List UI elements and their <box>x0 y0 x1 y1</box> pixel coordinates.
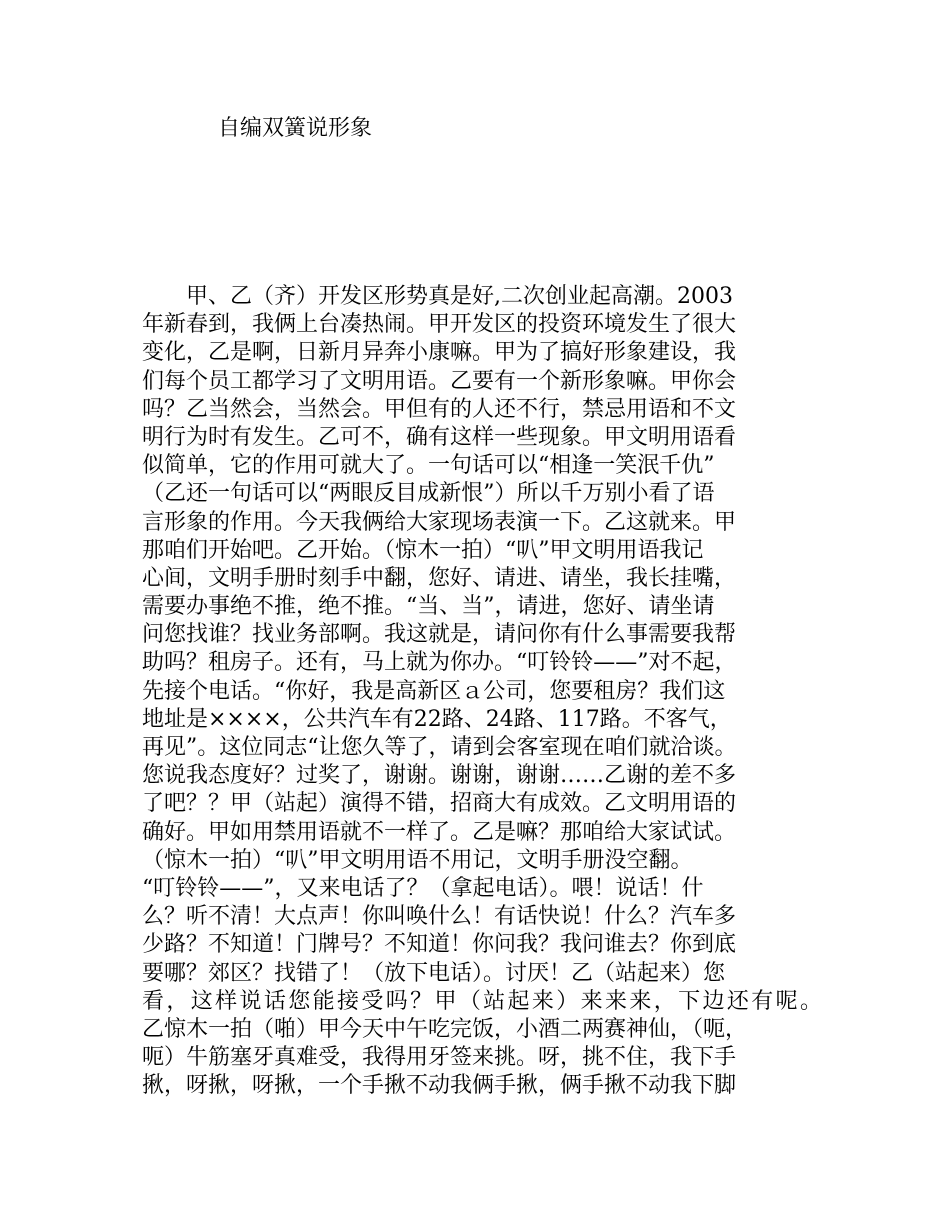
document-line: 似简单，它的作用可就大了。一句话可以“相逢一笑泯千仇” <box>142 453 715 479</box>
document-line: 了吧？？甲（站起）演得不错，招商大有成效。乙文明用语的 <box>142 791 737 817</box>
document-line: （乙还一句话可以“两眼反目成新恨”）所以千万别小看了语 <box>142 481 715 507</box>
document-line: 问您找谁？找业务部啊。我这就是，请问你有什么事需要我帮 <box>142 622 737 648</box>
document-line: 看，这样说话您能接受吗？甲（站起来）来来来，下边还有呢。 <box>142 988 825 1014</box>
document-line: 确好。甲如用禁用语就不一样了。乙是嘛？那咱给大家试试。 <box>142 819 737 845</box>
document-line: 那咱们开始吧。乙开始。（惊木一拍）“叭”甲文明用语我记 <box>142 537 704 563</box>
document-line: 明行为时有发生。乙可不，确有这样一些现象。甲文明用语看 <box>142 424 737 450</box>
document-line: 们每个员工都学习了文明用语。乙要有一个新形象嘛。甲你会 <box>142 368 737 394</box>
document-line: 呃）牛筋塞牙真难受，我得用牙签来挑。呀，挑不住，我下手 <box>142 1045 737 1071</box>
document-line: 先接个电话。“你好，我是高新区ａ公司，您要租房？我们这 <box>142 678 726 704</box>
document-line: 要哪？郊区？找错了！（放下电话）。讨厌！乙（站起来）您 <box>142 960 726 986</box>
document-line: 变化，乙是啊，日新月异奔小康嘛。甲为了搞好形象建设，我 <box>142 340 737 366</box>
document-line: 么？听不清！大点声！你叫唤什么！有话快说！什么？汽车多 <box>142 904 737 930</box>
document-line: 甲、乙（齐）开发区形势真是好,二次创业起高潮。2003 <box>142 284 733 309</box>
document-line: （惊木一拍）“叭”甲文明用语不用记，文明手册没空翻。 <box>142 847 693 873</box>
document-body <box>142 283 825 1100</box>
document-line: 年新春到，我俩上台凑热闹。甲开发区的投资环境发生了很大 <box>142 312 737 338</box>
document-line: 助吗？租房子。还有，马上就为你办。“叮铃铃——”对不起， <box>142 650 737 676</box>
document-line: 吗？乙当然会，当然会。甲但有的人还不行，禁忌用语和不文 <box>142 396 737 422</box>
document-title: 自编双簧说形象 <box>218 116 373 141</box>
document-line: 需要办事绝不推，绝不推。“当、当”，请进，您好、请坐请 <box>142 594 715 620</box>
document-line: “叮铃铃——”，又来电话了？（拿起电话）。喂！说话！什 <box>142 875 704 901</box>
document-line: 心间，文明手册时刻手中翻，您好、请进、请坐，我长挂嘴， <box>142 565 737 591</box>
document-line: 揪，呀揪，呀揪，一个手揪不动我俩手揪，俩手揪不动我下脚 <box>142 1073 737 1099</box>
document-line: 您说我态度好？过奖了，谢谢。谢谢，谢谢……乙谢的差不多 <box>142 763 737 789</box>
document-line: 再见”。这位同志“让您久等了，请到会客室现在咱们就洽谈。 <box>142 735 737 760</box>
document-line: 乙惊木一拍（啪）甲今天中午吃完饭，小酒二两赛神仙，（呃， <box>142 1016 748 1042</box>
document-line: 地址是××××，公共汽车有22路、24路、117路。不客气， <box>142 706 732 732</box>
document-line: 少路？不知道！门牌号？不知道！你问我？我问谁去？你到底 <box>142 932 737 958</box>
document-line: 言形象的作用。今天我俩给大家现场表演一下。乙这就来。甲 <box>142 509 737 535</box>
